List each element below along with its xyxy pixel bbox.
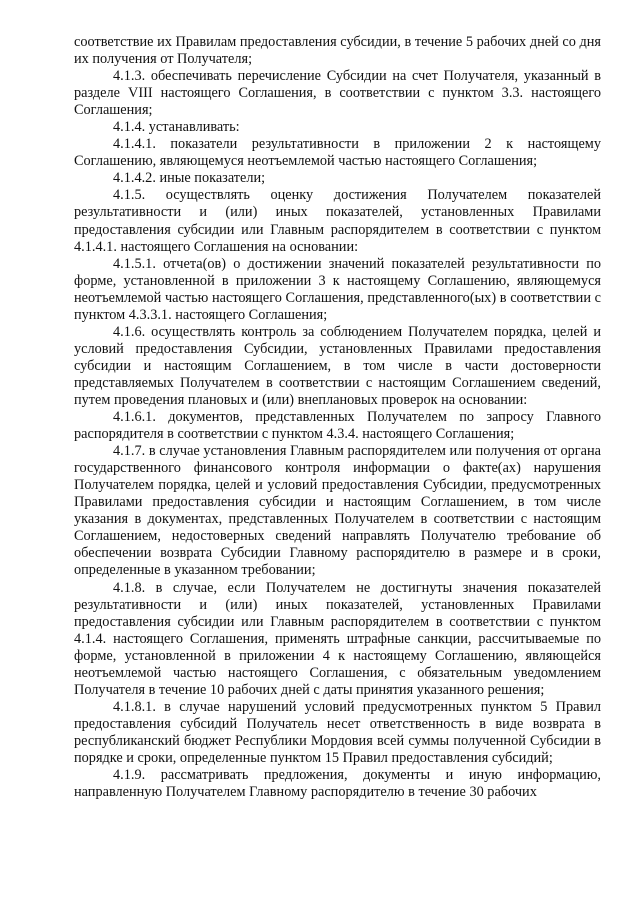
paragraph-4-1-4-1: 4.1.4.1. показатели результативности в приложении 2 к настоящему Соглашению, являющемуся неотъемлемой частью настоящего Соглашения;	[74, 136, 601, 170]
paragraph-4-1-3: 4.1.3. обеспечивать перечисление Субсидии на счет Получателя, указанный в разделе VIII настоящего Соглашения, в соответствии с пунктом 3.3. настоящего Соглашения;	[74, 68, 601, 119]
paragraph-4-1-6: 4.1.6. осуществлять контроль за соблюдением Получателем порядка, целей и условий предоставления Субсидии, установленных Правилами предоставления субсидии и настоящим Соглашением, в том числе в части достоверности представляемых Получателем в соответствии с настоящим Соглашением сведений, путем проведения плановых и (или) внеплановых проверок на основании:	[74, 323, 601, 408]
paragraph-4-1-8-1: 4.1.8.1. в случае нарушений условий предусмотренных пунктом 5 Правил предоставления субсидий Получатель несет ответственность в виде возврата в республиканский бюджет Республики Мордовия всей суммы полученной Субсидии в порядке и сроки, определенные пунктом 15 Правил предоставления субсидий;	[74, 698, 601, 766]
document-body	[74, 34, 601, 801]
paragraph-4-1-9: 4.1.9. рассматривать предложения, документы и иную информацию, направленную Получателем Главному распорядителю в течение 30 рабочих	[74, 767, 601, 801]
paragraph-4-1-4-2: 4.1.4.2. иные показатели;	[113, 170, 266, 187]
paragraph-continuation: соответствие их Правилам предоставления субсидии, в течение 5 рабочих дней со дня их получения от Получателя;	[74, 34, 601, 68]
paragraph-4-1-4: 4.1.4. устанавливать:	[113, 119, 240, 136]
paragraph-4-1-6-1: 4.1.6.1. документов, представленных Получателем по запросу Главного распорядителя в соответствии с пунктом 4.3.4. настоящего Соглашения;	[74, 409, 601, 443]
paragraph-4-1-5: 4.1.5. осуществлять оценку достижения Получателем показателей результативности и (или) иных показателей, установленных Правилами предоставления субсидии или Главным распорядителем в соответствии с пунктом 4.1.4.1. настоящего Соглашения на основании:	[74, 187, 601, 255]
paragraph-4-1-8: 4.1.8. в случае, если Получателем не достигнуты значения показателей результативности и (или) иных показателей, установленных Правилами предоставления субсидии или Главным распорядителем в соответствии с пунктом 4.1.4. настоящего Соглашения, применять штрафные санкции, рассчитываемые по форме, установленной в приложении 4 к настоящему Соглашению, являющейся неотъемлемой частью настоящего Соглашения, с обязательным уведомлением Получателя в течение 10 рабочих дней с даты принятия указанного решения;	[74, 579, 601, 698]
paragraph-4-1-5-1: 4.1.5.1. отчета(ов) о достижении значений показателей результативности по форме, установленной в приложении 3 к настоящему Соглашению, являющемуся неотъемлемой частью настоящего Соглашения, представленного(ых) в соответствии с пунктом 4.3.3.1. настоящего Соглашения;	[74, 255, 601, 323]
paragraph-4-1-7: 4.1.7. в случае установления Главным распорядителем или получения от органа государственного финансового контроля информации о факте(ах) нарушения Получателем порядка, целей и условий предоставления Субсидии, предусмотренных Правилами предоставления субсидии и настоящим Соглашением, в том числе указания в документах, представленных Получателем в соответствии с настоящим Соглашением, недостоверных сведений направлять Получателю требование об обеспечении возврата Субсидии Главному распорядителю в размере и в сроки, определенные в указанном требовании;	[74, 443, 601, 579]
